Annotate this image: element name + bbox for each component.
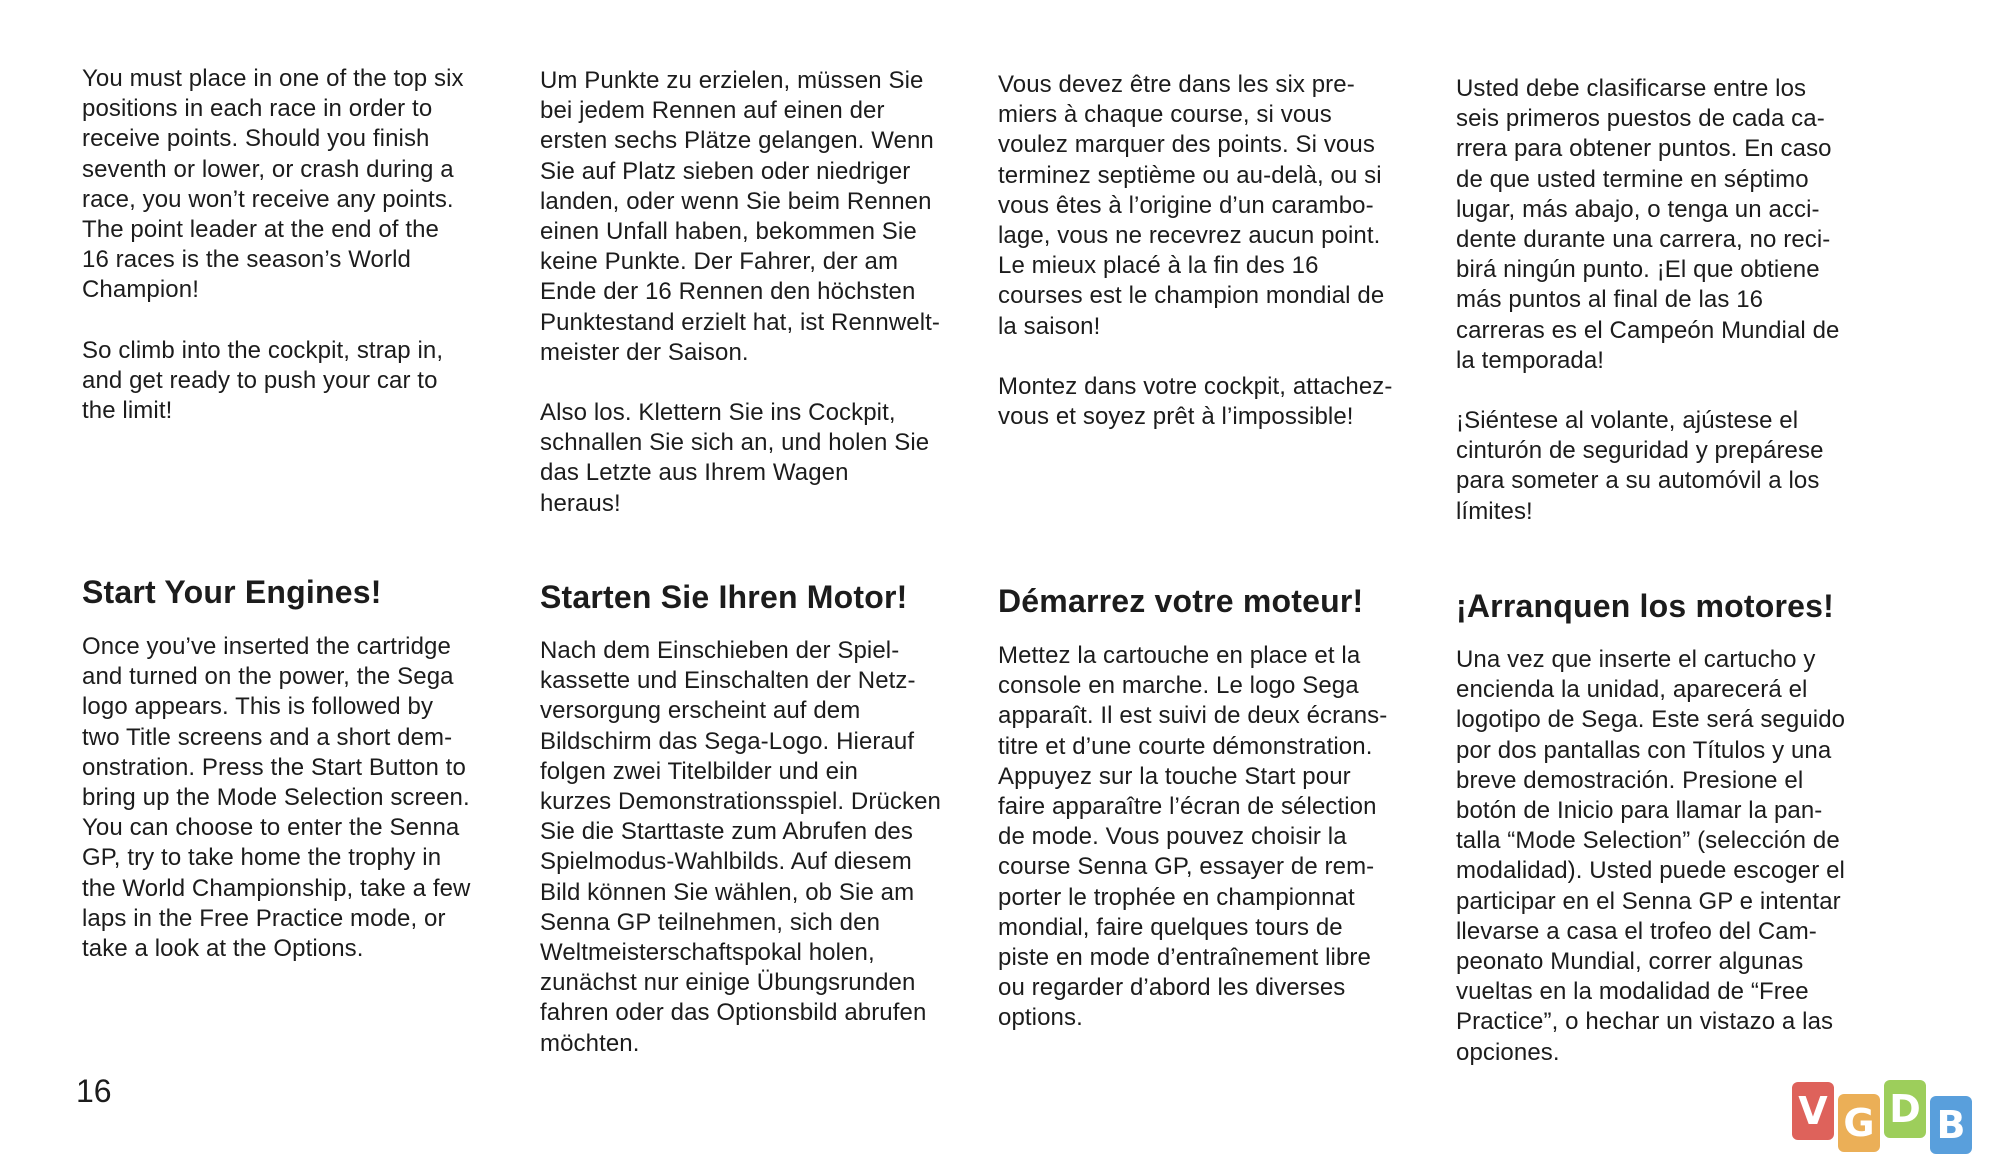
paragraph: Um Punkte zu erzielen, müssen Sie bei jedem Rennen auf einen der ersten sechs Plätze gelangen. Wenn Sie auf Platz sieben oder niedriger landen, oder wenn Sie beim Rennen einen Unfall haben, bekommen Sie keine Punkte. Der Fahrer, der am Ende der 16 Rennen den höchsten Punktestand erzielt hat, ist Rennwelt- meister der Saison. [540, 67, 940, 366]
logo-tile: D [1884, 1080, 1926, 1138]
section-heading-german: Starten Sie Ihren Motor! [540, 579, 908, 615]
logo-tile: G [1838, 1094, 1880, 1152]
column-german-intro [540, 66, 980, 519]
section-heading-spanish: ¡Arranquen los motores! [1456, 588, 1834, 624]
section-heading-french: Démarrez votre moteur! [998, 583, 1364, 619]
paragraph: Once you’ve inserted the cartridge and turned on the power, the Sega logo appears. This is followed by two Title screens and a short dem- onstration. Press the Start Button to bring up the Mode Selection screen. You can choose to enter the Senna GP, try to take home the trophy in the World Championship, take a few laps in the Free Practice mode, or take a look at the Options. [82, 633, 471, 963]
paragraph: Una vez que inserte el cartucho y encienda la unidad, aparecerá el logotipo de Sega. Este será seguido por dos pantallas con Títulos y una breve demostración. Presione el botón de Inicio para llamar la pan- talla “Mode Selection” (selección de modalidad). Usted puede escoger el participar en el Senna GP e intentar llevarse a casa el trofeo del Cam- peonato Mundial, correr algunas vueltas en la modalidad de “Free Practice”, o hechar un vistazo a las opciones. [1456, 646, 1846, 1066]
column-spanish-body [1456, 645, 1896, 1068]
paragraph: Mettez la cartouche en place et la console en marche. Le logo Sega apparaît. Il est suivi de deux écrans- titre et d’une courte démonstration. Appuyez sur la touche Start pour faire apparaître l’écran de sélection de mode. Vous pouvez choisir la course Senna GP, essayer de rem- porter le trophée en championnat mondial, faire quelques tours de piste en mode d’entraînement libre ou regarder d’abord les diverses options. [998, 642, 1388, 1032]
column-english-body [82, 632, 522, 964]
column-german-body [540, 636, 980, 1059]
paragraph: You must place in one of the top six positions in each race in order to receive points. Should you finish seventh or lower, or crash during a race, you won’t receive any points. The point leader at the end of the 16 races is the season’s World Champion! [82, 65, 464, 304]
paragraph: Usted debe clasificarse entre los seis primeros puestos de cada ca- rrera para obtener puntos. En caso de que usted termine en séptimo lugar, más abajo, o tenga un acci- dente durante una carrera, no reci- birá ningún punto. ¡El que obtiene más puntos al final de las 16 carreras es el Campeón Mundial de la temporada! [1456, 75, 1840, 374]
column-spanish-intro [1456, 74, 1896, 527]
column-french-body [998, 641, 1438, 1034]
paragraph: Montez dans votre cockpit, attachez- vous et soyez prêt à l’impossible! [998, 372, 1393, 431]
section-heading-english: Start Your Engines! [82, 574, 382, 610]
logo-tile: V [1792, 1082, 1834, 1140]
paragraph: So climb into the cockpit, strap in, and get ready to push your car to the limit! [82, 336, 444, 425]
paragraph: Nach dem Einschieben der Spiel- kassette und Einschalten der Netz- versorgung erscheint auf dem Bildschirm das Sega-Logo. Hierauf folgen zwei Titelbilder und ein kurzes Demonstrationsspiel. Drücken Sie die Starttaste zum Abrufen des Spielmodus-Wahlbilds. Auf diesem Bild können Sie wählen, ob Sie am Senna GP teilnehmen, sich den Weltmeisterschaftspokal holen, zunächst nur einige Übungsrunden fahren oder das Optionsbild abrufen möchten. [540, 637, 941, 1057]
paragraph: ¡Siéntese al volante, ajústese el cinturón de seguridad y prepárese para someter a su automóvil a los límites! [1456, 407, 1824, 525]
column-french-intro [998, 70, 1438, 432]
page-number: 16 [76, 1073, 112, 1109]
logo-tile: B [1930, 1096, 1972, 1154]
vgdb-watermark-logo [1792, 1082, 1972, 1154]
column-english-intro [82, 64, 522, 426]
paragraph: Also los. Klettern Sie ins Cockpit, schnallen Sie sich an, und holen Sie das Letzte aus Ihrem Wagen heraus! [540, 399, 930, 517]
paragraph: Vous devez être dans les six pre- miers à chaque course, si vous voulez marquer des points. Si vous terminez septième ou au-delà, ou si vous êtes à l’origine d’un carambo- lage, vous ne recevrez aucun point. Le mieux placé à la fin des 16 courses est le champion mondial de la saison! [998, 71, 1385, 340]
